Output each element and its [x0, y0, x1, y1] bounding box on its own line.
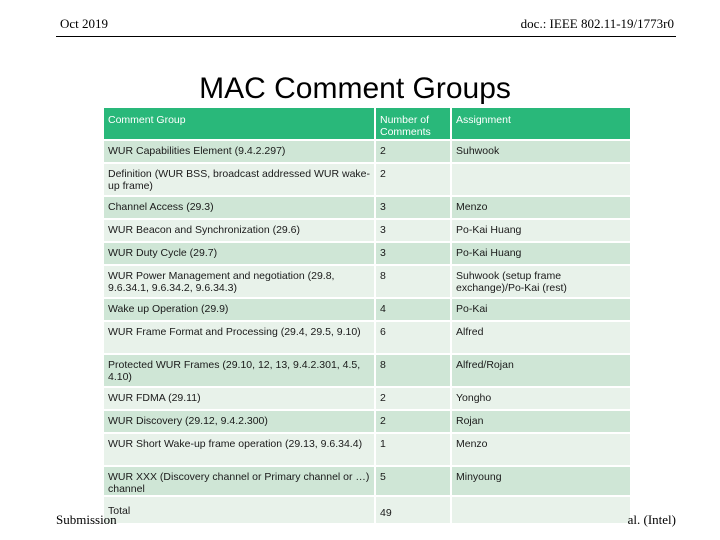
cell-count: 49	[375, 496, 451, 523]
cell-group: Channel Access (29.3)	[104, 196, 375, 219]
column-header-number-of-comments: Number of Comments	[375, 108, 451, 140]
cell-assignment: Minyoung	[451, 466, 630, 496]
cell-assignment: Alfred/Rojan	[451, 354, 630, 387]
table-row	[104, 163, 630, 196]
header-rule	[56, 36, 676, 37]
cell-assignment: Yongho	[451, 387, 630, 410]
column-header-assignment: Assignment	[451, 108, 630, 140]
cell-count: 1	[375, 433, 451, 466]
table-row	[104, 242, 630, 265]
cell-count: 3	[375, 242, 451, 265]
cell-group: Definition (WUR BSS, broadcast addressed WUR wake-up frame)	[104, 163, 375, 196]
table-row	[104, 433, 630, 466]
cell-count: 4	[375, 298, 451, 321]
slide-title-text: MAC Comment Groups	[199, 72, 511, 105]
cell-count: 6	[375, 321, 451, 354]
cell-count: 5	[375, 466, 451, 496]
table-row	[104, 496, 630, 523]
table-row	[104, 387, 630, 410]
cell-count: 8	[375, 354, 451, 387]
cell-count: 2	[375, 387, 451, 410]
cell-group: WUR FDMA (29.11)	[104, 387, 375, 410]
cell-count: 2	[375, 140, 451, 163]
cell-count: 3	[375, 196, 451, 219]
cell-group: Total	[104, 496, 375, 523]
table-header-row	[104, 108, 630, 140]
cell-assignment: Suhwook (setup frame exchange)/Po-Kai (rest)	[451, 265, 630, 298]
cell-group: WUR Discovery (29.12, 9.4.2.300)	[104, 410, 375, 433]
cell-assignment	[451, 163, 630, 196]
column-header-comment-group: Comment Group	[104, 108, 375, 140]
cell-group: Protected WUR Frames (29.10, 12, 13, 9.4.2.301, 4.5, 4.10)	[104, 354, 375, 387]
cell-assignment: Po-Kai	[451, 298, 630, 321]
table-row	[104, 410, 630, 433]
cell-assignment: Menzo	[451, 433, 630, 466]
cell-count: 2	[375, 163, 451, 196]
slide-title	[0, 72, 720, 106]
cell-assignment: Alfred	[451, 321, 630, 354]
header-doc-id: doc.: IEEE 802.11-19/1773r0	[520, 16, 674, 31]
cell-group: WUR Frame Format and Processing (29.4, 29.5, 9.10)	[104, 321, 375, 354]
table-row	[104, 298, 630, 321]
cell-group: WUR XXX (Discovery channel or Primary channel or …) channel	[104, 466, 375, 496]
cell-assignment: Menzo	[451, 196, 630, 219]
cell-assignment: Po-Kai Huang	[451, 242, 630, 265]
cell-assignment	[451, 496, 630, 523]
cell-group: WUR Short Wake-up frame operation (29.13, 9.6.34.4)	[104, 433, 375, 466]
table-row	[104, 196, 630, 219]
cell-assignment: Suhwook	[451, 140, 630, 163]
header-date: Oct 2019	[60, 16, 109, 31]
cell-assignment: Rojan	[451, 410, 630, 433]
table-row	[104, 219, 630, 242]
table-row	[104, 265, 630, 298]
cell-group: WUR Capabilities Element (9.4.2.297)	[104, 140, 375, 163]
cell-count: 2	[375, 410, 451, 433]
table-row	[104, 140, 630, 163]
cell-group: Wake up Operation (29.9)	[104, 298, 375, 321]
cell-assignment: Po-Kai Huang	[451, 219, 630, 242]
footer-author: al. (Intel)	[627, 512, 676, 527]
comment-groups-table	[104, 108, 630, 523]
table-row	[104, 354, 630, 387]
cell-group: WUR Beacon and Synchronization (29.6)	[104, 219, 375, 242]
cell-group: WUR Duty Cycle (29.7)	[104, 242, 375, 265]
footer-submission: Submission	[56, 512, 117, 527]
cell-group: WUR Power Management and negotiation (29.8, 9.6.34.1, 9.6.34.2, 9.6.34.3)	[104, 265, 375, 298]
table-row	[104, 321, 630, 354]
cell-count: 8	[375, 265, 451, 298]
cell-count: 3	[375, 219, 451, 242]
table-row	[104, 466, 630, 496]
